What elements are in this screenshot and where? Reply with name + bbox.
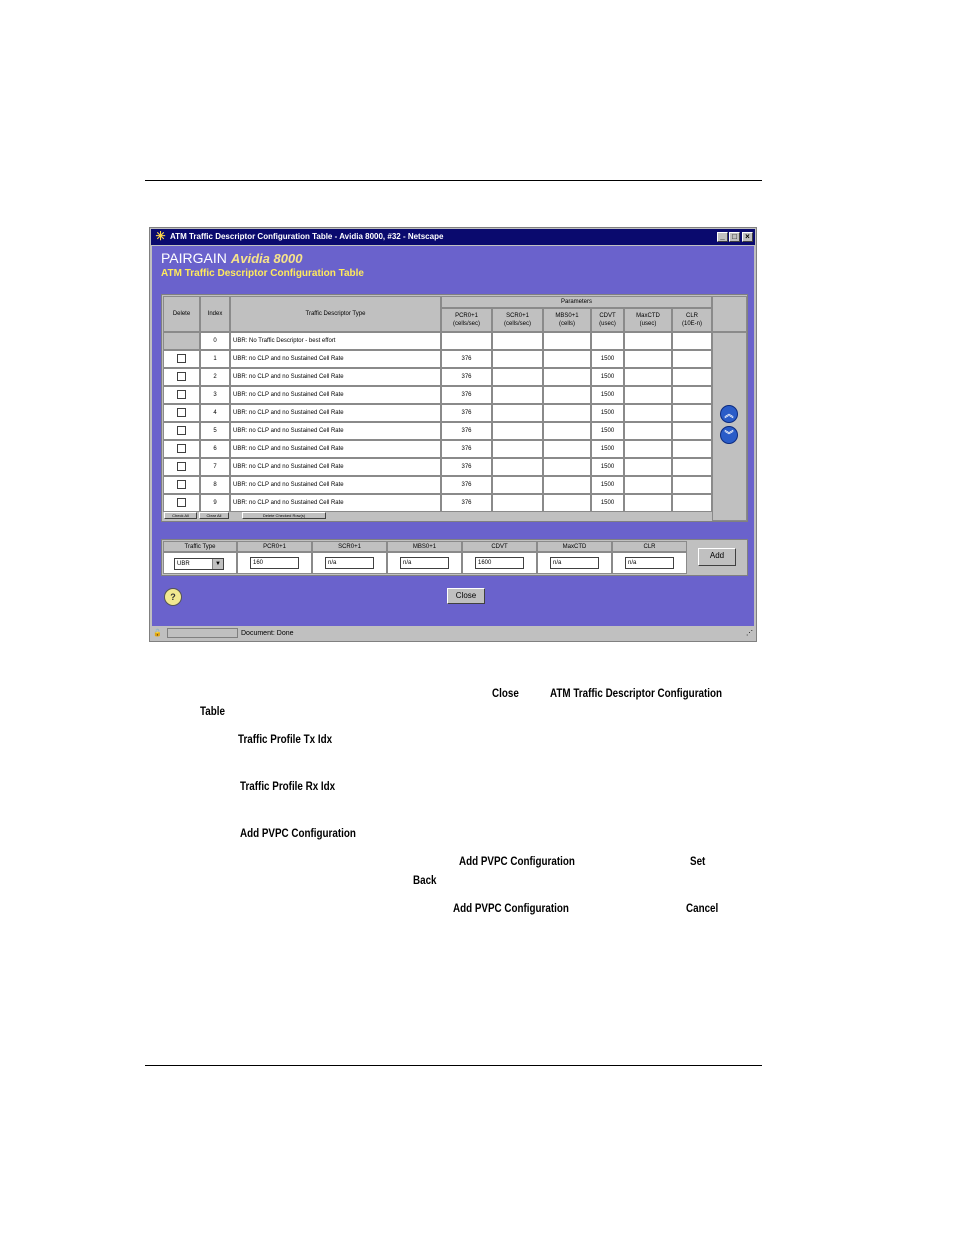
header-delete-label: Delete: [172, 311, 191, 317]
table-cell-type: UBR: no CLP and no Sustained Cell Rate: [230, 476, 441, 494]
form-header: Traffic Type: [163, 541, 237, 552]
table-cell-scr: [492, 458, 543, 476]
table-cell-type: UBR: no CLP and no Sustained Cell Rate: [230, 350, 441, 368]
table-cell-clr: [672, 332, 712, 350]
table-cell-pcr: 376: [441, 422, 492, 440]
table-cell-maxctd: [624, 332, 672, 350]
table-cell-clr: [672, 458, 712, 476]
table-cell-chk: [163, 494, 200, 512]
resize-grip-icon[interactable]: ⋰: [746, 630, 753, 637]
table-cell-scr: [492, 494, 543, 512]
table-cell-scr: [492, 368, 543, 386]
netscape-icon: ✳: [155, 229, 166, 243]
param-input[interactable]: 1600: [475, 557, 524, 569]
table-cell-scr: [492, 332, 543, 350]
rx-idx-ref: Traffic Profile Rx Idx: [240, 779, 336, 793]
table-cell-pcr: 376: [441, 368, 492, 386]
table-cell-chk: [163, 386, 200, 404]
header-maxctd-unit: (usec): [639, 321, 657, 327]
header-pcr-unit: (cells/sec): [452, 321, 480, 327]
form-header: SCR0+1: [312, 541, 387, 552]
scroll-down-button[interactable]: ︾: [720, 426, 738, 444]
table-cell-pcr: 376: [441, 458, 492, 476]
atm-table-ref: ATM Traffic Descriptor Configuration: [550, 686, 723, 700]
header-parameters-label: Parameters: [560, 299, 592, 305]
table-cell-chk: [163, 404, 200, 422]
add-pvpc-ref: Add PVPC Configuration: [240, 826, 356, 840]
table-cell-mbs: [543, 476, 591, 494]
set-ref: Set: [690, 854, 706, 868]
status-progress: [167, 628, 238, 638]
table-cell-index: 9: [200, 494, 230, 512]
browser-window: [149, 227, 757, 642]
table-cell-cdvt: 1500: [591, 350, 624, 368]
table-cell-cdvt: [591, 332, 624, 350]
table-cell-scr: [492, 350, 543, 368]
table-cell-pcr: 376: [441, 386, 492, 404]
table-cell-index: 6: [200, 440, 230, 458]
table-cell-maxctd: [624, 422, 672, 440]
header-mbs: [543, 308, 591, 332]
table-cell-mbs: [543, 332, 591, 350]
table-cell-index: 8: [200, 476, 230, 494]
traffic-type-select[interactable]: [174, 558, 224, 570]
param-input[interactable]: n/a: [625, 557, 674, 569]
table-cell-mbs: [543, 440, 591, 458]
table-cell-mbs: [543, 422, 591, 440]
add-button[interactable]: Add: [698, 548, 736, 566]
table-cell-maxctd: [624, 458, 672, 476]
traffic-type-value: UBR: [177, 561, 190, 567]
table-cell-chk: [163, 422, 200, 440]
table-cell-maxctd: [624, 404, 672, 422]
table-cell-scr: [492, 440, 543, 458]
param-input[interactable]: n/a: [550, 557, 599, 569]
delete-checkbox[interactable]: [177, 372, 186, 381]
header-delete: [163, 296, 200, 332]
header-cdvt: [591, 308, 624, 332]
table-cell-clr: [672, 386, 712, 404]
status-text: Document: Done: [241, 630, 294, 637]
table-cell-cdvt: 1500: [591, 422, 624, 440]
table-cell-cdvt: 1500: [591, 494, 624, 512]
table-cell-index: 7: [200, 458, 230, 476]
table-cell-type: UBR: no CLP and no Sustained Cell Rate: [230, 494, 441, 512]
add-pvpc-ref-3: Add PVPC Configuration: [453, 901, 569, 915]
table-cell-chk: [163, 458, 200, 476]
header-index-label: Index: [207, 311, 223, 317]
table-cell-type: UBR: no CLP and no Sustained Cell Rate: [230, 404, 441, 422]
page-subtitle: ATM Traffic Descriptor Configuration Table: [161, 268, 364, 279]
table-cell-clr: [672, 368, 712, 386]
table-cell-index: 5: [200, 422, 230, 440]
form-header: MaxCTD: [537, 541, 612, 552]
close-ref: Close: [492, 686, 519, 700]
table-cell-scr: [492, 404, 543, 422]
help-icon[interactable]: ?: [164, 588, 182, 606]
table-cell-maxctd: [624, 368, 672, 386]
brand-name: PAIRGAIN: [161, 250, 227, 266]
table-cell-pcr: 376: [441, 494, 492, 512]
product-name: Avidia 8000: [230, 251, 303, 266]
clear-all-button[interactable]: Clear All: [199, 512, 229, 519]
table-cell-type: UBR: no CLP and no Sustained Cell Rate: [230, 386, 441, 404]
header-type: [230, 296, 441, 332]
delete-checkbox[interactable]: [177, 390, 186, 399]
tx-idx-ref: Traffic Profile Tx Idx: [238, 732, 333, 746]
table-cell-clr: [672, 494, 712, 512]
header-type-label: Traffic Descriptor Type: [305, 311, 366, 317]
table-cell-index: 0: [200, 332, 230, 350]
table-cell-chk: [163, 440, 200, 458]
header-maxctd-label: MaxCTD: [636, 313, 660, 319]
window-title: ATM Traffic Descriptor Configuration Table - Avidia 8000, #32 - Netscape: [170, 232, 444, 241]
table-cell-type: UBR: No Traffic Descriptor - best effort: [230, 332, 441, 350]
table-cell-scr: [492, 386, 543, 404]
add-descriptor-form: [161, 539, 748, 576]
table-cell-pcr: 376: [441, 440, 492, 458]
table-cell-type: UBR: no CLP and no Sustained Cell Rate: [230, 368, 441, 386]
close-window-button[interactable]: ×: [742, 232, 753, 242]
maximize-button[interactable]: □: [729, 232, 740, 242]
header-scr: [492, 308, 543, 332]
table-cell-maxctd: [624, 494, 672, 512]
header-scr-label: SCR0+1: [506, 313, 529, 319]
delete-checkbox[interactable]: [177, 462, 186, 471]
form-header: CLR: [612, 541, 687, 552]
page-content: [152, 246, 754, 626]
header-cdvt-label: CDVT: [599, 313, 616, 319]
close-button[interactable]: Close: [447, 588, 485, 604]
header-clr-unit: (10E-n): [681, 321, 702, 327]
table-cell-chk: [163, 350, 200, 368]
table-cell-mbs: [543, 368, 591, 386]
header-maxctd: [624, 308, 672, 332]
table-cell-cdvt: 1500: [591, 386, 624, 404]
table-cell-clr: [672, 440, 712, 458]
table-cell-pcr: 376: [441, 404, 492, 422]
param-input[interactable]: n/a: [325, 557, 374, 569]
header-index: [200, 296, 230, 332]
table-cell-maxctd: [624, 476, 672, 494]
table-cell-pcr: 376: [441, 476, 492, 494]
brand-logo: [161, 250, 302, 266]
header-mbs-label: MBS0+1: [555, 313, 579, 319]
status-bar: [151, 627, 755, 640]
table-cell-chk: [163, 368, 200, 386]
header-pcr-label: PCR0+1: [455, 313, 478, 319]
header-cdvt-unit: (usec): [599, 321, 616, 327]
table-cell-index: 1: [200, 350, 230, 368]
table-cell-chk: [163, 332, 200, 350]
form-header: MBS0+1: [387, 541, 462, 552]
table-cell-index: 2: [200, 368, 230, 386]
table-cell-mbs: [543, 350, 591, 368]
delete-checked-button[interactable]: Delete Checked Row(s): [242, 512, 326, 519]
header-parameters: [441, 296, 712, 308]
cancel-ref: Cancel: [686, 901, 719, 915]
table-cell-cdvt: 1500: [591, 476, 624, 494]
table-cell-scr: [492, 422, 543, 440]
table-cell-clr: [672, 476, 712, 494]
table-cell-chk: [163, 476, 200, 494]
scroll-header: [712, 296, 747, 332]
param-input[interactable]: n/a: [400, 557, 449, 569]
table-cell-clr: [672, 422, 712, 440]
header-clr: [672, 308, 712, 332]
header-mbs-unit: (cells): [559, 321, 575, 327]
param-input[interactable]: 160: [250, 557, 299, 569]
delete-checkbox[interactable]: [177, 480, 186, 489]
scroll-up-button[interactable]: ︽: [720, 405, 738, 423]
descriptor-table: [161, 294, 748, 522]
form-header: PCR0+1: [237, 541, 312, 552]
title-bar: [151, 229, 755, 245]
security-lock-icon: 🔓: [153, 630, 162, 637]
table-cell-cdvt: 1500: [591, 458, 624, 476]
table-cell-mbs: [543, 386, 591, 404]
table-cell-cdvt: 1500: [591, 440, 624, 458]
delete-checkbox[interactable]: [177, 498, 186, 507]
add-pvpc-ref-2: Add PVPC Configuration: [459, 854, 575, 868]
top-rule: [145, 180, 762, 181]
table-cell-mbs: [543, 458, 591, 476]
delete-checkbox[interactable]: [177, 354, 186, 363]
header-pcr: [441, 308, 492, 332]
delete-checkbox[interactable]: [177, 408, 186, 417]
table-cell-type: UBR: no CLP and no Sustained Cell Rate: [230, 440, 441, 458]
table-cell-index: 4: [200, 404, 230, 422]
form-header: CDVT: [462, 541, 537, 552]
table-cell-cdvt: 1500: [591, 368, 624, 386]
table-cell-maxctd: [624, 440, 672, 458]
check-all-button[interactable]: Check All: [164, 512, 197, 519]
table-cell-mbs: [543, 404, 591, 422]
table-cell-clr: [672, 350, 712, 368]
table-cell-type: UBR: no CLP and no Sustained Cell Rate: [230, 458, 441, 476]
delete-checkbox[interactable]: [177, 426, 186, 435]
header-scr-unit: (cells/sec): [503, 321, 531, 327]
table-cell-scr: [492, 476, 543, 494]
delete-checkbox[interactable]: [177, 444, 186, 453]
dropdown-arrow-icon: ▼: [212, 559, 223, 569]
bottom-rule: [145, 1065, 762, 1066]
table-cell-pcr: 376: [441, 350, 492, 368]
minimize-button[interactable]: _: [717, 232, 728, 242]
atm-table-ref-cont: Table: [200, 704, 225, 718]
table-cell-index: 3: [200, 386, 230, 404]
table-cell-pcr: [441, 332, 492, 350]
back-ref: Back: [413, 873, 437, 887]
header-clr-label: CLR: [685, 313, 698, 319]
table-cell-maxctd: [624, 386, 672, 404]
table-cell-cdvt: 1500: [591, 404, 624, 422]
table-cell-maxctd: [624, 350, 672, 368]
table-cell-mbs: [543, 494, 591, 512]
table-cell-clr: [672, 404, 712, 422]
table-cell-type: UBR: no CLP and no Sustained Cell Rate: [230, 422, 441, 440]
